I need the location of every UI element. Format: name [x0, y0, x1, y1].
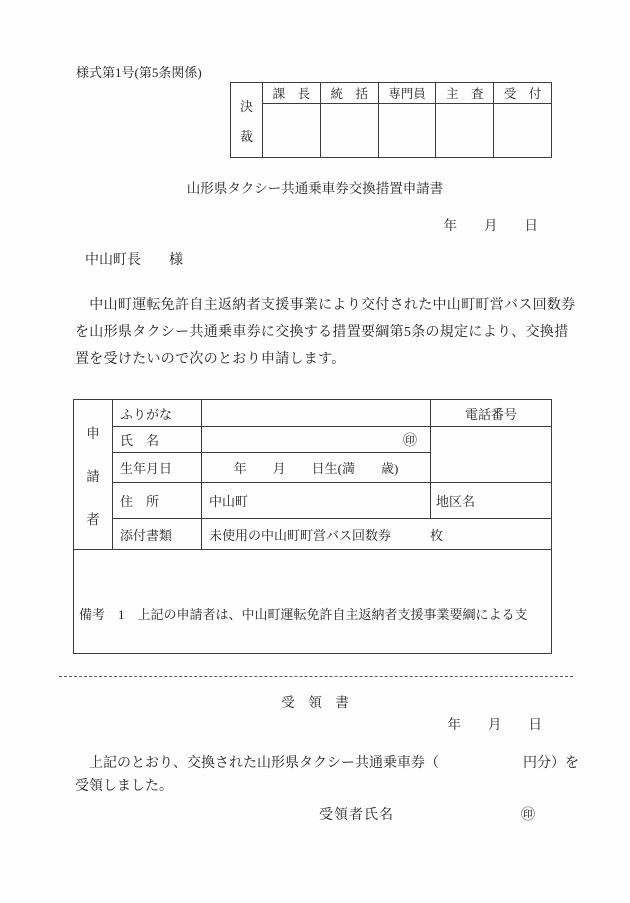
body-line: 置を受けたいので次のとおり申請します。: [75, 352, 346, 367]
approval-stamp-space: [379, 104, 436, 157]
kessai-char-bottom: 裁: [239, 128, 253, 144]
approval-header-kacho: 課 長: [263, 83, 320, 104]
kessai-char-top: 決: [239, 98, 253, 114]
note-line-1: 備考 1 上記の申請者は、中山町運転免許自主返納者支援事業要綱による支: [79, 607, 528, 623]
applicant-table: [73, 399, 552, 654]
approval-header-tokatsu: 統 括: [321, 83, 378, 104]
approval-stamp-space: [321, 104, 378, 157]
name-input-cell: [201, 426, 430, 452]
cut-line-separator: [59, 676, 573, 677]
side-char-sei: 請: [86, 468, 100, 484]
approval-column-tokatsu: [321, 83, 379, 157]
side-char-shin: 申: [86, 425, 100, 441]
seal-mark-icon: ㊞: [521, 808, 535, 823]
approval-head-kessai: [231, 83, 263, 157]
approval-header-uketsuke: 受 付: [494, 83, 551, 104]
side-char-sha: 者: [86, 511, 100, 527]
receipt-body-line: 上記のとおり、交換された山形県タクシー共通乗車券（ 円分）を: [75, 756, 579, 771]
furigana-input-cell: [201, 400, 430, 426]
approval-column-uketsuke: [494, 83, 551, 157]
district-name-label: 地区名: [430, 482, 551, 518]
approval-stamp-space: [436, 104, 493, 157]
approval-column-kacho: [263, 83, 321, 157]
document-title: 山形県タクシー共通乗車券交換措置申請書: [186, 181, 444, 196]
body-line: 中山町運転免許自主返納者支援事業により交付された中山町町営バス回数券: [75, 298, 576, 313]
label-address: 住 所: [112, 482, 201, 518]
attachment-description: 未使用の中山町町営バス回数券 枚: [201, 518, 551, 549]
approval-column-senmonin: [379, 83, 437, 157]
approval-header-shusa: 主 査: [436, 83, 493, 104]
address-prefill: 中山町: [201, 482, 430, 518]
applicant-side-label: [74, 400, 112, 549]
receipt-body-line: 受領しました。: [75, 779, 173, 794]
form-number: 様式第1号(第5条関係): [76, 65, 202, 80]
application-date-line: 年 月 日: [443, 218, 538, 233]
approval-column-shusa: [436, 83, 494, 157]
label-birthdate: 生年月日: [112, 452, 201, 482]
application-body-paragraph: [75, 292, 576, 373]
receipt-body-paragraph: [75, 752, 579, 798]
addressee: 中山町長 様: [85, 253, 183, 268]
approval-header-senmonin: 専門員: [379, 83, 436, 104]
phone-number-header: 電話番号: [430, 400, 551, 426]
label-attachment: 添付書類: [112, 518, 201, 549]
birthdate-template: 年 月 日生(満 歳): [201, 452, 430, 482]
approval-stamp-table: [230, 82, 552, 158]
notes-section: [74, 549, 551, 653]
receipt-title: 受 領 書: [281, 695, 349, 710]
approval-stamp-space: [263, 104, 320, 157]
approval-stamp-space: [494, 104, 551, 157]
label-furigana: ふりがな: [112, 400, 201, 426]
seal-mark-icon: ㊞: [403, 433, 417, 449]
recipient-name-label: 受領者氏名: [319, 808, 394, 823]
body-line: を山形県タクシー共通乗車券に交換する措置要綱第5条の規定により、交換措: [75, 325, 569, 340]
label-name: 氏 名: [112, 426, 201, 452]
receipt-date-line: 年 月 日: [447, 717, 542, 732]
phone-number-input-cell: [430, 426, 551, 482]
